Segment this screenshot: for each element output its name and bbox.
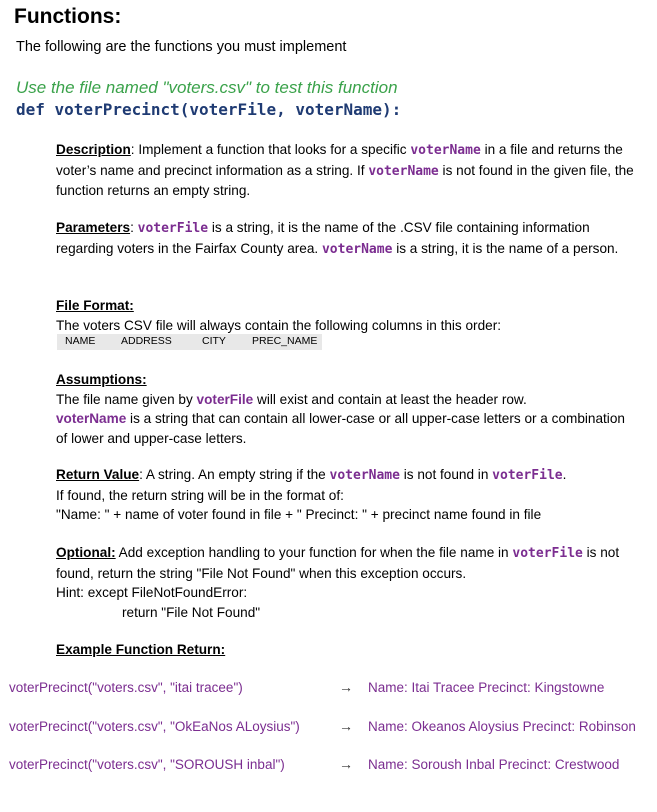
return-value-code-2: voterFile bbox=[492, 468, 563, 483]
parameters-code-2: voterName bbox=[321, 241, 393, 257]
description-text-3: is not found in the given file, the function returns an empty string. bbox=[56, 162, 634, 199]
parameters-text-3: is a string, it is the name of a person. bbox=[392, 240, 619, 256]
arrow-right-icon: → bbox=[339, 718, 353, 734]
column-prec-name: PREC_NAME bbox=[252, 335, 318, 347]
file-format-block bbox=[56, 296, 636, 335]
column-city: CITY bbox=[202, 335, 226, 347]
assumptions-code-2: voterName bbox=[56, 411, 127, 427]
column-name: NAME bbox=[65, 335, 96, 347]
example-result-2: Name: Okeanos Aloysius Precinct: Robinson bbox=[368, 719, 636, 734]
return-value-line-2: If found, the return string will be in the format of: bbox=[56, 487, 344, 503]
example-result-3: Name: Soroush Inbal Precinct: Crestwood bbox=[368, 757, 620, 772]
parameters-text-2: is a string, it is the name of the .CSV file containing information regarding voters in the Fairfax County area. bbox=[56, 220, 590, 256]
example-result-1: Name: Itai Tracee Precinct: Kingstowne bbox=[368, 680, 605, 695]
assumptions-line-2: voterName is a string that can contain all lower-case or all upper-case letters or a combination of lower and upper-case letters. bbox=[56, 411, 625, 446]
assumptions-block bbox=[56, 370, 636, 448]
csv-columns bbox=[57, 334, 322, 350]
description-code-1: voterName bbox=[410, 143, 481, 158]
section-heading: Functions: bbox=[14, 5, 122, 28]
description-code-2: voterName bbox=[368, 163, 439, 179]
parameters-code-1: voterFile bbox=[137, 221, 209, 236]
test-file-hint: Use the file named "voters.csv" to test this function bbox=[16, 78, 398, 97]
return-value-line-3: "Name: " + name of voter found in file + " Precinct: " + precinct name found in file bbox=[56, 507, 542, 523]
optional-block bbox=[56, 543, 636, 622]
example-call-1: voterPrecinct("voters.csv", "itai tracee") bbox=[9, 680, 243, 695]
optional-code-1: voterFile bbox=[512, 546, 583, 561]
description-text-2: in a file and returns the voter’s name and precinct information as a string. If bbox=[56, 142, 623, 178]
example-call-3: voterPrecinct("voters.csv", "SOROUSH inbal") bbox=[9, 757, 285, 772]
column-address: ADDRESS bbox=[121, 335, 172, 347]
optional-label: Optional: bbox=[56, 545, 116, 560]
file-format-label: File Format: bbox=[56, 298, 134, 313]
file-format-text: The voters CSV file will always contain the following columns in this order: bbox=[56, 317, 502, 333]
return-value-code-1: voterName bbox=[329, 468, 400, 483]
example-call-2: voterPrecinct("voters.csv", "OkEaNos ALoysius") bbox=[9, 719, 300, 734]
assumptions-label: Assumptions: bbox=[56, 372, 147, 387]
parameters-text-1: : bbox=[130, 220, 138, 235]
return-value-block bbox=[56, 465, 636, 525]
intro-text: The following are the functions you must implement bbox=[16, 39, 347, 55]
return-value-label: Return Value bbox=[56, 467, 140, 482]
return-value-line-1: Return Value: A string. An empty string if the voterName is not found in voterFile. bbox=[56, 467, 567, 483]
optional-hint: Hint: except FileNotFoundError: bbox=[56, 585, 248, 601]
parameters-block bbox=[56, 218, 636, 259]
arrow-right-icon: → bbox=[339, 756, 353, 772]
function-signature: def voterPrecinct(voterFile, voterName): bbox=[16, 100, 402, 119]
description-label: Description bbox=[56, 142, 131, 157]
description-text-1: : Implement a function that looks for a specific bbox=[130, 142, 411, 157]
arrow-right-icon: → bbox=[339, 679, 353, 695]
assumptions-code-1: voterFile bbox=[196, 391, 254, 407]
example-label: Example Function Return: bbox=[56, 642, 226, 657]
assumptions-line-1: The file name given by voterFile will exist and contain at least the header row. bbox=[56, 391, 527, 407]
optional-return: return "File Not Found" bbox=[122, 604, 261, 620]
parameters-label: Parameters bbox=[56, 220, 131, 235]
optional-text: Optional: Add exception handling to your function for when the file name in voterFile is not found, return the string "File Not Found" when this exception occurs. bbox=[56, 545, 620, 581]
example-block bbox=[56, 640, 636, 660]
description-block bbox=[56, 140, 636, 201]
